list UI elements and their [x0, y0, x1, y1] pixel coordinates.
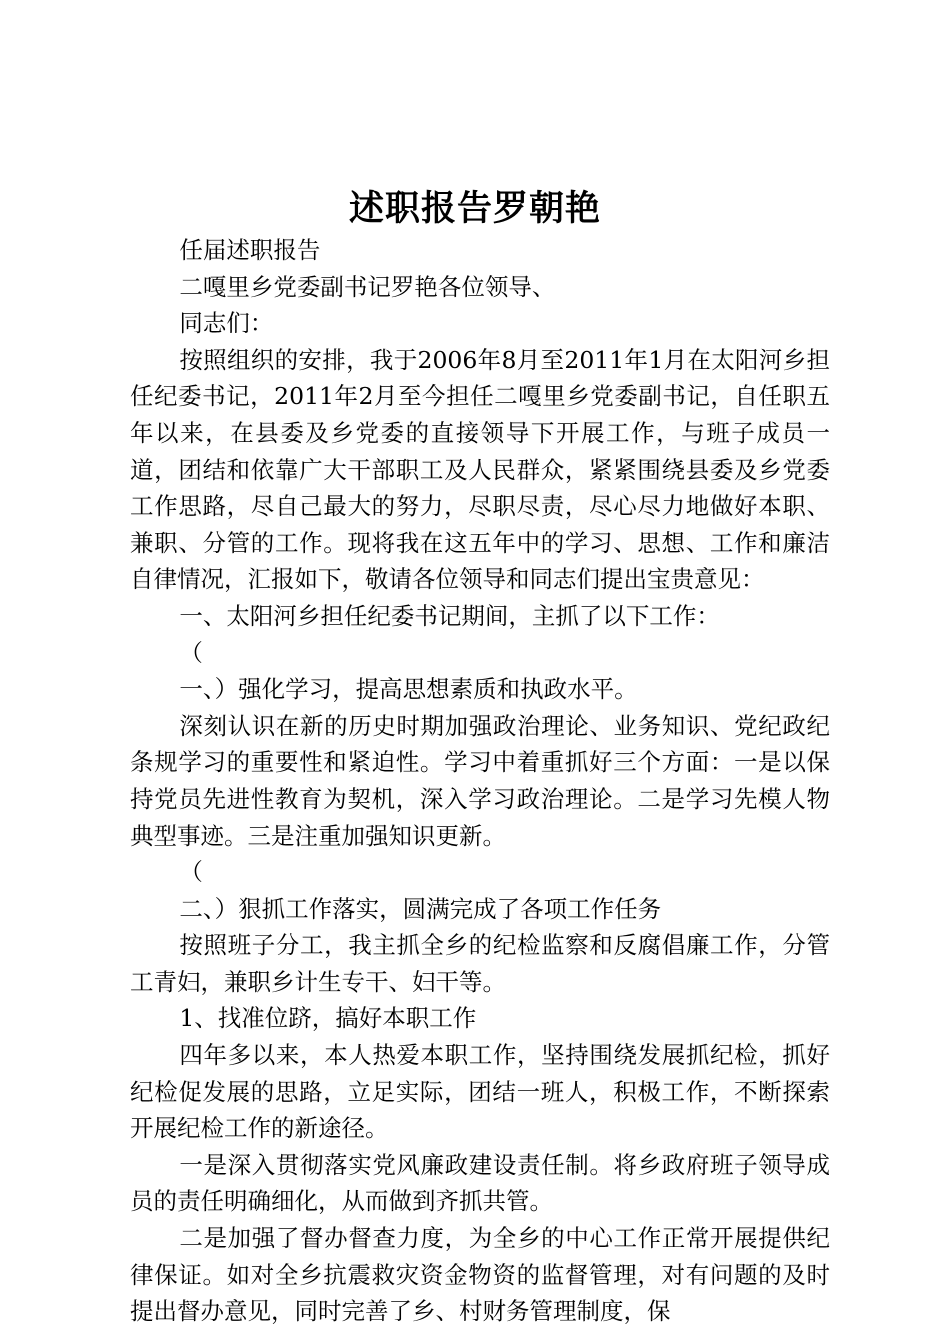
paragraph: 四年多以来，本人热爱本职工作，坚持围绕发展抓纪检，抓好纪检促发展的思路，立足实际，团结一班人，积极工作，不断探索开展纪检工作的新途径。: [130, 1041, 830, 1143]
paragraph: 任届述职报告: [179, 236, 321, 264]
paragraph: （: [179, 858, 203, 887]
paragraph: 一、太阳河乡担任纪委书记期间，主抓了以下工作：: [179, 601, 720, 630]
paragraph: 同志们：: [179, 309, 274, 338]
document-body: [130, 232, 830, 1330]
paragraph: （: [179, 638, 203, 667]
paragraph: 二嘎里乡党委副书记罗艳各位领导、: [179, 272, 556, 301]
paragraph: 二、）狠抓工作落实，圆满完成了各项工作任务: [179, 894, 662, 923]
paragraph: 一、）强化学习，提高思想素质和执政水平。: [179, 675, 638, 704]
paragraph: 二是加强了督办督查力度，为全乡的中心工作正常开展提供纪律保证。如对全乡抗震救灾资金物资的监督管理，对有问题的及时提出督办意见，同时完善了乡、村财务管理制度，保: [130, 1224, 830, 1326]
paragraph: 按照班子分工，我主抓全乡的纪检监察和反腐倡廉工作，分管工青妇，兼职乡计生专干、妇干等。: [130, 931, 830, 996]
document-title: 述职报告罗朝艳: [348, 188, 601, 229]
paragraph: 一是深入贯彻落实党风廉政建设责任制。将乡政府班子领导成员的责任明确细化，从而做到齐抓共管。: [130, 1150, 830, 1216]
paragraph: 按照组织的安排，我于2006年8月至2011年1月在太阳河乡担任纪委书记，2011年2月至今担任二嘎里乡党委副书记，自任职五年以来，在县委及乡党委的直接领导下开展工作，与班子成员一道，团结和依靠广大干部职工及人民群众，紧紧围绕县委及乡党委工作思路，尽自己最大的努力，尽职尽责，尽心尽力地做好本职、兼职、分管的工作。现将我在这五年中的学习、思想、工作和廉洁自律情况，汇报如下，敬请各位领导和同志们提出宝贵意见：: [130, 345, 830, 594]
paragraph: 1、找准位跻，搞好本职工作: [179, 1004, 477, 1033]
paragraph: 深刻认识在新的历史时期加强政治理论、业务知识、党纪政纪条规学习的重要性和紧迫性。学习中着重抓好三个方面：一是以保持党员先进性教育为契机，深入学习政治理论。二是学习先模人物典型事迹。三是注重加强知识更新。: [130, 711, 830, 850]
